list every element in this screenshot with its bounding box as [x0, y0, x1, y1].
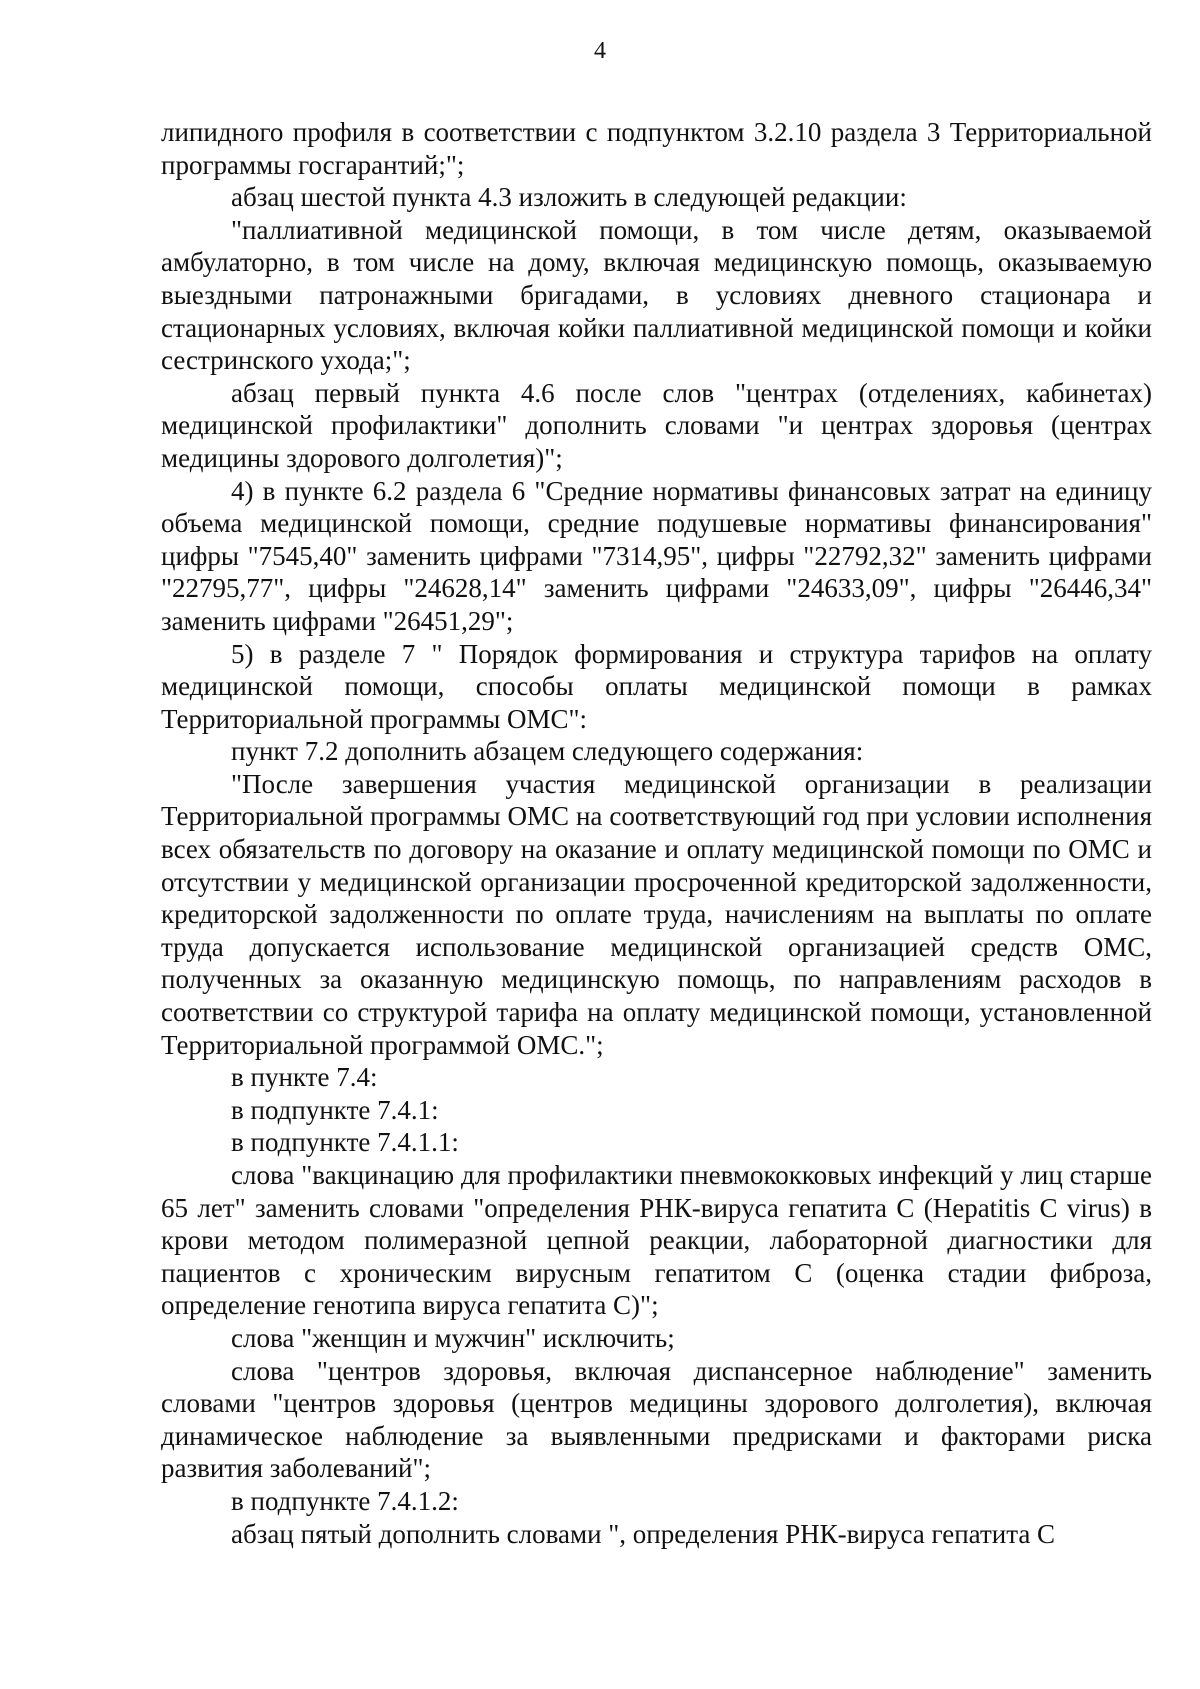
document-body [161, 116, 1152, 1550]
paragraph: слова "вакцинацию для профилактики пневмококковых инфекций у лиц старше 65 лет" заменить словами "определения РНК-вируса гепатита C (Hepatitis C virus) в крови методом полимеразной цепной реакции, лабораторной диагностики для пациентов с хроническим вирусным гепатитом C (оценка стадии фиброза, определение генотипа вируса гепатита C)"; [161, 1160, 1152, 1321]
paragraph: в пункте 7.4: [231, 1062, 378, 1093]
paragraph: пункт 7.2 дополнить абзацем следующего содержания: [231, 736, 864, 767]
paragraph: "После завершения участия медицинской организации в реализации Территориальной программы ОМС на соответствующий год при условии исполнения всех обязательств по договору на оказание и оплату медицинской помощи по ОМС и отсутствии у медицинской организации просроченной кредиторской задолженности, кредиторской задолженности по оплате труда, начислениям на выплаты по оплате труда допускается использование медицинской организацией средств ОМС, полученных за оказанную медицинскую помощь, по направлениям расходов в соответствии со структурой тарифа на оплату медицинской помощи, установленной Территориальной программой ОМС."; [161, 768, 1152, 1060]
paragraph: в подпункте 7.4.1: [231, 1094, 439, 1125]
paragraph: слова "женщин и мужчин" исключить; [231, 1322, 675, 1353]
paragraph: слова "центров здоровья, включая диспансерное наблюдение" заменить словами "центров здоровья (центров медицины здорового долголетия), включая динамическое наблюдение за выявленными предрисками и факторами риска развития заболеваний"; [161, 1355, 1152, 1484]
paragraph: абзац пятый дополнить словами ", определения РНК-вируса гепатита C [231, 1518, 1056, 1549]
page-number: 4 [594, 38, 606, 64]
paragraph: абзац первый пункта 4.6 после слов "центрах (отделениях, кабинетах) медицинской профилактики" дополнить словами "и центрах здоровья (центрах медицины здорового долголетия)"; [161, 377, 1152, 473]
paragraph: липидного профиля в соответствии с подпунктом 3.2.10 раздела 3 Территориальной программы госгарантий;"; [161, 117, 1152, 180]
paragraph: в подпункте 7.4.1.1: [231, 1127, 459, 1158]
paragraph: 4) в пункте 6.2 раздела 6 "Средние нормативы финансовых затрат на единицу объема медицинской помощи, средние подушевые нормативы финансирования" цифры "7545,40" заменить цифрами "7314,95", цифры "22792,32" заменить цифрами "22795,77", цифры "24628,14" заменить цифрами "24633,09", цифры "26446,34" заменить цифрами "26451,29"; [161, 475, 1152, 636]
paragraph: абзац шестой пункта 4.3 изложить в следующей редакции: [231, 182, 907, 213]
paragraph: в подпункте 7.4.1.2: [231, 1485, 459, 1516]
paragraph: 5) в разделе 7 " Порядок формирования и структура тарифов на оплату медицинской помощи, способы оплаты медицинской помощи в рамках Территориальной программы ОМС": [161, 638, 1152, 734]
paragraph: "паллиативной медицинской помощи, в том числе детям, оказываемой амбулаторно, в том числе на дому, включая медицинскую помощь, оказываемую выездными патронажными бригадами, в условиях дневного стационара и стационарных условиях, включая койки паллиативной медицинской помощи и койки сестринского ухода;"; [161, 214, 1152, 376]
